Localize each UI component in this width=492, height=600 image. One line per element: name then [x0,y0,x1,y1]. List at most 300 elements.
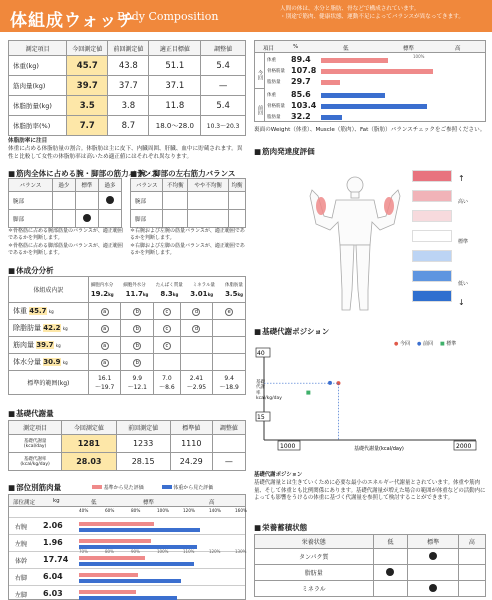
wmf-label: 脂肪量 [267,80,281,85]
weight-muscle-fat-table [254,40,486,122]
segment-label: 右腕 [15,524,28,531]
col-current: 今回測定値 [62,421,116,435]
target-value: 18.0〜28.0 [149,116,201,136]
circle-a-icon: a [101,325,109,333]
col-low: 低 [343,46,349,52]
cell [163,210,188,228]
cell [188,210,229,228]
cell [408,549,458,565]
wmf-label: 体重 [267,58,276,63]
legend-label: 前回 [422,341,433,347]
adjust-value: 5.4 [201,96,246,116]
component-header-cell [88,277,245,303]
scale-tick: 100% [157,549,169,554]
range-value: 9.4 〜18.9 [213,371,246,395]
legend-blue-label: 体重から見た評価 [173,485,214,491]
table-row [255,565,486,581]
circle-b-icon: b [133,325,141,333]
circle-c-icon: c [163,342,171,350]
col-imbalanced: 不均衡 [163,179,188,192]
target-value: 11.8 [149,96,201,116]
cell [154,354,181,371]
component-value [225,290,243,298]
page-title: 体組成ウォッチ [10,11,136,31]
cell [52,210,75,228]
legend-red-label: 基準から見た評価 [103,485,144,491]
muscle-eval-title: ■ 筋肉発達度評価 [254,146,315,157]
wmf-row [267,66,485,77]
bmr-position-title: ■ 基礎代謝ポジション [254,326,329,337]
wmf-value: 107.8 [291,66,317,75]
marker-dot [429,552,437,560]
table-row [9,320,246,337]
segment-value: 2.06 [43,521,63,530]
row-label: 体重 [13,307,27,315]
circle-a-icon: a [101,308,109,316]
standard-value: 1110 [170,435,212,453]
col-previous: 前回測定値 [116,421,170,435]
cell [121,354,154,371]
segment-red-bar [79,590,136,594]
row-label: 基礎代謝量 (kcal/day) [9,435,62,453]
standard-value: 24.29 [170,453,212,471]
cell [163,192,188,210]
table-row [9,76,246,96]
cell [213,337,246,354]
eval-swatch [412,270,452,282]
unit: kg [108,291,114,297]
row-label: 体水分量 [13,358,41,366]
previous-value: 43.8 [108,56,149,76]
row-label: 脂肪量 [255,565,374,581]
wmf-bar [321,58,388,63]
scale-tick: 120% [183,508,195,513]
circle-a-icon: a [101,342,109,350]
eval-swatch [412,230,452,242]
balance-right-title: ■ 腕・脚部の左右筋力バランス [130,168,235,179]
scale-tick: 140% [209,508,221,513]
cell [180,354,213,371]
table-row [255,581,486,597]
header-note-line-2: ・別途で筋肉、健康状態、運動不足によってバランスが異なってきます。 [280,13,464,20]
current-value: 3.5 [67,96,108,116]
legend-blue [162,484,214,491]
page-subtitle: Body Composition [117,10,219,23]
circle-b-icon: b [133,359,141,367]
bmr-position-note [254,472,486,503]
note-body: 基礎代謝量とは生きていくために必要な最小のエネルギー代謝量とされています。体重や筋肉量、そして体重とも比例関係にあります。基礎代謝量が増えた場合の範囲が体重などの活動内によっても影響をうけるの体重に基づく代謝量を参照して検討することができます。 [254,479,486,502]
scale-label: 100% [413,54,425,59]
cell [408,565,458,581]
previous-value: 28.15 [116,453,170,471]
previous-value: 3.8 [108,96,149,116]
segment-title: ■ 部位別筋肉量 [8,482,61,493]
component-value [91,290,114,298]
marker-dot [429,584,437,592]
header-target: 適正目標値 [149,41,201,56]
circle-b-icon: b [133,342,141,350]
nutrition-title: ■ 栄養蓄積状態 [254,522,307,533]
note-line: ＊右腕および左腕の筋量バランスが、適正範囲であるかを判断します。 [130,228,245,242]
table-header-row [255,535,486,549]
note-title: 基礎代謝ポジション [254,472,303,478]
wmf-caption: 裏面のWeight（体重）、Muscle（筋肉）、Fat（脂肪）バランスチェックをご参照ください。 [254,127,486,133]
cell [180,320,213,337]
cell [121,303,154,320]
col-high: 高 [209,500,215,506]
cell [154,303,181,320]
target-value: 37.1 [149,76,201,96]
scale-tick: 120% [209,549,221,554]
col-balanced: 均衡 [228,179,245,192]
col-balance: バランス [131,179,163,192]
cell [98,210,121,228]
segment-value: 1.96 [43,538,63,547]
table-row [9,435,246,453]
range-value: 9.9 〜12.1 [121,371,154,395]
value: 8.3 [160,289,173,298]
col-high: 過多 [98,179,121,192]
legend-red-swatch [92,485,102,489]
scale-bottom [79,549,247,555]
range-value: 16.1 〜19.7 [88,371,121,395]
previous-value: 1233 [116,435,170,453]
cell [52,192,75,210]
legend-label: 標準 [446,341,457,347]
row-label: 体脂肪量(kg) [9,96,67,116]
group-label-previous: 前回 [255,88,265,122]
cell [213,354,246,371]
row-leg: 脚部 [131,210,163,228]
current-value: 39.7 [67,76,108,96]
eval-label-normal: 標準 [458,239,469,245]
adjust-value: — [201,76,246,96]
note-line: ＊骨格筋に占める腕部筋量のバランスが、適正範囲であるかを判断します。 [8,228,123,242]
row-label: 基礎代謝率 (kcal/kg/day) [9,453,62,471]
previous-value: 8.7 [108,116,149,136]
unit: kg [172,291,179,297]
range-value: 7.0 〜8.6 [154,371,181,395]
col-high: 高 [455,46,461,52]
wmf-label: 脂肪量 [267,115,281,120]
scale-tick: 100% [157,508,169,513]
bmr-guide-line [264,383,338,440]
table-row [9,453,246,471]
wmf-label: 骨格筋量 [267,104,285,109]
current-value: 7.7 [67,116,108,136]
table-row [9,371,246,395]
header-current: 今回測定値 [67,41,108,56]
table-row [9,303,246,320]
cell [180,303,213,320]
component-names [91,282,243,288]
segment-blue-bar [79,528,200,532]
segment-blue-bar [79,596,177,600]
col-low: 過少 [52,179,75,192]
segment-value: 6.04 [43,572,63,581]
cell [228,210,245,228]
fat-note-heading: 体脂肪率に注目 [8,138,48,144]
wmf-row [267,112,485,123]
segment-blue-bar [79,562,194,566]
header-previous: 前回測定値 [108,41,149,56]
segment-header [9,495,245,507]
cell [75,210,98,228]
legend-red [92,484,144,491]
wmf-bar [321,115,342,120]
col-normal: 標準 [143,500,155,506]
bmr-position-chart [254,346,484,466]
wmf-bar [321,93,385,98]
segment-red-bar [79,573,138,577]
value: 3.5 [225,289,238,298]
row-value: 39.7 [36,341,54,349]
cell [88,320,121,337]
circle-a-icon: a [101,359,109,367]
component-values [91,290,243,298]
row-leg: 脚部 [9,210,53,228]
row-label: 除脂肪量 [13,324,41,332]
table-row [9,192,122,210]
x-axis-label: 基礎代謝量(kcal/day) [354,446,404,452]
scale-tick: 40% [79,508,89,513]
previous-value: 37.7 [108,76,149,96]
balance-left-title: ■ 筋肉全体に占める腕・脚部の筋力バランス [8,168,158,179]
component-name: 細胞内水分 [90,282,114,288]
legend-current-marker: ● [394,341,399,347]
note-line: ＊骨格筋に占める脚部筋量のバランスが、適正範囲であるかを判断します。 [8,242,123,256]
col-low: 低 [373,535,408,549]
wmf-bar [321,80,340,85]
bmr-points [264,381,340,440]
segment-label: 左脚 [15,592,28,599]
cell [458,549,485,565]
marker-dot [386,568,394,576]
circle-d-icon: d [192,325,200,333]
cell [154,337,181,354]
col-kg: kg [53,498,60,504]
wmf-value: 29.7 [291,77,311,86]
scale-tick: 70% [79,549,88,554]
cell [88,303,121,320]
nutrition-table [254,534,486,597]
component-name: ミネラル量 [192,282,216,288]
scale-tick: 80% [131,508,141,513]
adjust-value [212,435,245,453]
cell [121,320,154,337]
cell [180,337,213,354]
segment-row [9,568,245,585]
legend-blue-swatch [162,485,172,489]
scale-tick: 130% [235,549,247,554]
header-adjust: 調整値 [201,41,246,56]
segment-label: 体幹 [15,558,28,565]
adjust-value: 10.3〜20.3 [201,116,246,136]
x-tick-right: 2000 [456,443,472,450]
marker-dot [83,214,91,222]
value: 19.2 [90,289,109,298]
scale-tick: 60% [105,508,115,513]
note-line: ＊右脚および左脚の筋量バランスが、適正範囲であるかを判断します。 [130,242,245,256]
eval-label-low: 低い [458,281,469,287]
circle-e-icon: e [225,308,233,316]
scale-tick: 160% [235,508,247,513]
table-row [131,210,246,228]
header-item: 測定項目 [9,41,67,56]
unit: kg [207,291,214,297]
segment-red-bar [79,522,154,526]
unit: kg [48,309,54,314]
eval-swatch [412,250,452,262]
wmf-row [267,90,485,101]
current-value: 45.7 [67,56,108,76]
col-standard: 標準値 [170,421,212,435]
col-normal: 標準 [75,179,98,192]
group-label-current: 今回 [255,53,265,88]
unit: kg [55,343,61,348]
wmf-bar [321,69,433,74]
table-row [9,96,246,116]
y-axis-label: 基礎代謝率 kcal/kg/day [256,380,282,402]
wmf-row [267,77,485,88]
row-label: 体重(kg) [9,56,67,76]
segment-row [9,517,245,534]
col-low: 低 [91,500,97,506]
segment-value: 17.74 [43,555,69,564]
component-name: たんぱく質量 [155,282,183,288]
unit: kg [142,291,149,297]
fat-note [8,137,246,161]
cell [373,581,408,597]
cell [213,320,246,337]
eval-swatch [412,190,452,202]
y-tick-top: 40 [257,350,265,357]
wmf-value: 85.6 [291,90,311,99]
col-balance: バランス [9,179,53,192]
segment-red-bar [79,556,145,560]
table-row [9,277,246,303]
composition-title: ■ 体成分分析 [8,265,54,276]
cell [121,337,154,354]
cell [373,549,408,565]
eval-label-high: 高い [458,199,469,205]
col-item: 測定項目 [9,421,62,435]
circle-d-icon: d [192,308,200,316]
row-label-cell [9,303,89,320]
wmf-label: 骨格筋量 [267,69,285,74]
table-row [9,337,246,354]
segment-value: 6.03 [43,589,63,598]
current-value: 1281 [62,435,116,453]
unit: kg [62,360,68,365]
table-row [9,210,122,228]
wmf-row [267,55,485,66]
scale-tick: 90% [131,549,140,554]
current-value: 28.03 [62,453,116,471]
row-label-cell [9,320,89,337]
wmf-value: 89.4 [291,55,311,64]
circle-b-icon: b [133,308,141,316]
col-slightly: やや不均衡 [188,179,229,192]
arrow-down-icon: ↓ [458,298,465,307]
row-label: ミネラル [255,581,374,597]
row-value: 42.2 [43,324,61,332]
arrow-up-icon: ↑ [458,174,465,183]
row-arm: 腕部 [131,192,163,210]
header-note [280,6,485,21]
y-tick-bottom: 15 [257,414,265,421]
scale-tick: 80% [105,549,114,554]
table-row [255,549,486,565]
col-normal: 標準 [408,535,458,549]
component-name: 体脂肪量 [225,282,243,288]
wmf-value: 103.4 [291,101,317,110]
component-value [126,290,149,298]
cell [458,581,485,597]
row-value: 30.9 [43,358,61,366]
segment-chart [8,494,246,600]
component-value [190,290,213,298]
wmf-bar [321,104,427,109]
row-label: 筋肉量(kg) [9,76,67,96]
adjust-value: 5.4 [201,56,246,76]
row-value: 45.7 [29,307,47,315]
legend-label: 今回 [399,341,410,347]
bmr-title: ■ 基礎代謝量 [8,408,54,419]
x-tick-left: 1000 [280,443,296,450]
cell [188,192,229,210]
balance-left-table [8,178,122,228]
col-high: 高 [458,535,485,549]
target-value: 51.1 [149,56,201,76]
cell [75,192,98,210]
table-row [9,354,246,371]
cell [458,565,485,581]
col-status: 栄養状態 [255,535,374,549]
col-adjust: 調整値 [212,421,245,435]
marker-dot [106,196,114,204]
unit: kg [62,326,68,331]
row-arm: 腕部 [9,192,53,210]
circle-c-icon: c [163,325,171,333]
scale-top [79,508,247,515]
segment-red-bar [79,539,151,543]
component-name: 細胞外水分 [123,282,146,288]
legend-standard-marker: ■ [439,341,445,347]
composition-header: 体組成内訳 [9,277,89,303]
main-measurement-table [8,40,246,136]
wmf-value: 32.2 [291,112,311,121]
table-row [9,116,246,136]
row-label-cell [9,337,89,354]
balance-left-notes [8,228,124,257]
table-row [9,56,246,76]
cell [88,354,121,371]
segment-row [9,585,245,600]
segment-label: 左腕 [15,541,28,548]
table-header-row [9,421,246,435]
legend-previous-marker: ● [416,341,422,347]
body-figure-icon [300,170,410,315]
col-part: 部位測定 [13,500,36,506]
cell [213,303,246,320]
cell [88,337,121,354]
value: 3.01 [190,289,208,298]
value: 11.7 [125,289,143,298]
segment-label: 右脚 [15,575,28,582]
wmf-row [267,101,485,112]
row-label: タンパク質 [255,549,374,565]
